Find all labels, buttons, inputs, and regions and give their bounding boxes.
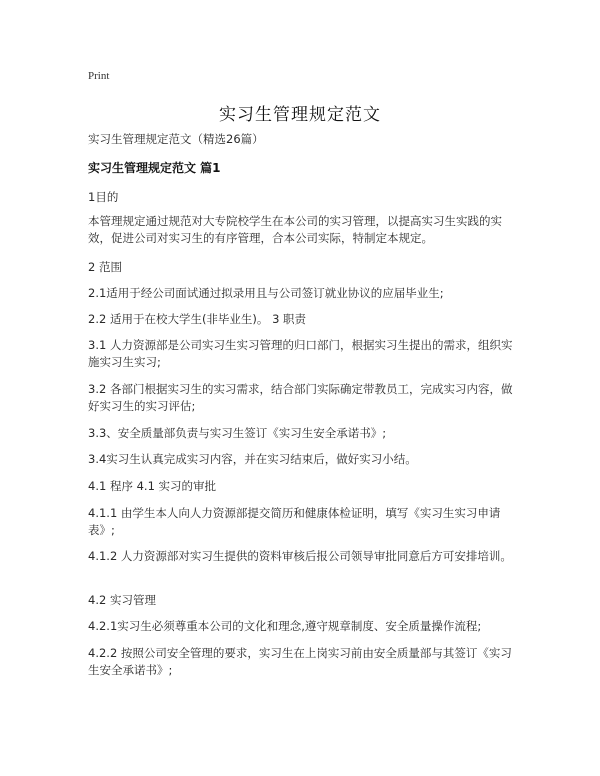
paragraph-4-1: 4.1 程序 4.1 实习的审批	[88, 479, 217, 493]
paragraph-3-3: 3.3、安全质量部负责与实习生签订《实习生安全承诺书》;	[88, 426, 387, 440]
paragraph-purpose: 本管理规定通过规范对大专院校学生在本公司的实习管理，以提高实习生实践的实效，促进公司对实习生的有序管理，合本公司实际，特制定本规定。	[88, 214, 502, 245]
paragraph-4-1-1: 4.1.1 由学生本人向人力资源部提交简历和健康体检证明，填写《实习生实习申请表》;	[88, 506, 501, 537]
paragraph-4-2: 4.2 实习管理	[88, 593, 156, 607]
paragraph-3-1: 3.1 人力资源部是公司实习生实习管理的归口部门，根据实习生提出的需求，组织实施实习生实习;	[88, 338, 513, 369]
document-title: 实习生管理规定范文	[219, 105, 381, 125]
document-subtitle: 实习生管理规定范文（精选26篇）	[88, 132, 264, 146]
paragraph-3-4: 3.4实习生认真完成实习内容，并在实习结束后，做好实习小结。	[88, 452, 417, 466]
paragraph-scope-heading: 2 范围	[88, 260, 122, 274]
paragraph-4-2-2: 4.2.2 按照公司安全管理的要求，实习生在上岗实习前由安全质量部与其签订《实习生安全承诺书》;	[88, 646, 512, 677]
paragraph-2-2: 2.2 适用于在校大学生(非毕业生)。 3 职责	[88, 312, 307, 326]
paragraph-2-1: 2.1适用于经公司面试通过拟录用且与公司签订就业协议的应届毕业生;	[88, 286, 444, 300]
print-label: Print	[88, 70, 110, 82]
paragraph-4-1-2: 4.1.2 人力资源部对实习生提供的资料审核后报公司领导审批同意后方可安排培训。	[88, 549, 512, 563]
paragraph-purpose-heading: 1目的	[88, 190, 119, 204]
paragraph-3-2: 3.2 各部门根据实习生的实习需求，结合部门实际确定带教员工，完成实习内容，做好实习生的实习评估;	[88, 382, 513, 413]
paragraph-4-2-1: 4.2.1实习生必须尊重本公司的文化和理念,遵守规章制度、安全质量操作流程;	[88, 619, 482, 633]
section-heading: 实习生管理规定范文 篇1	[88, 161, 221, 175]
